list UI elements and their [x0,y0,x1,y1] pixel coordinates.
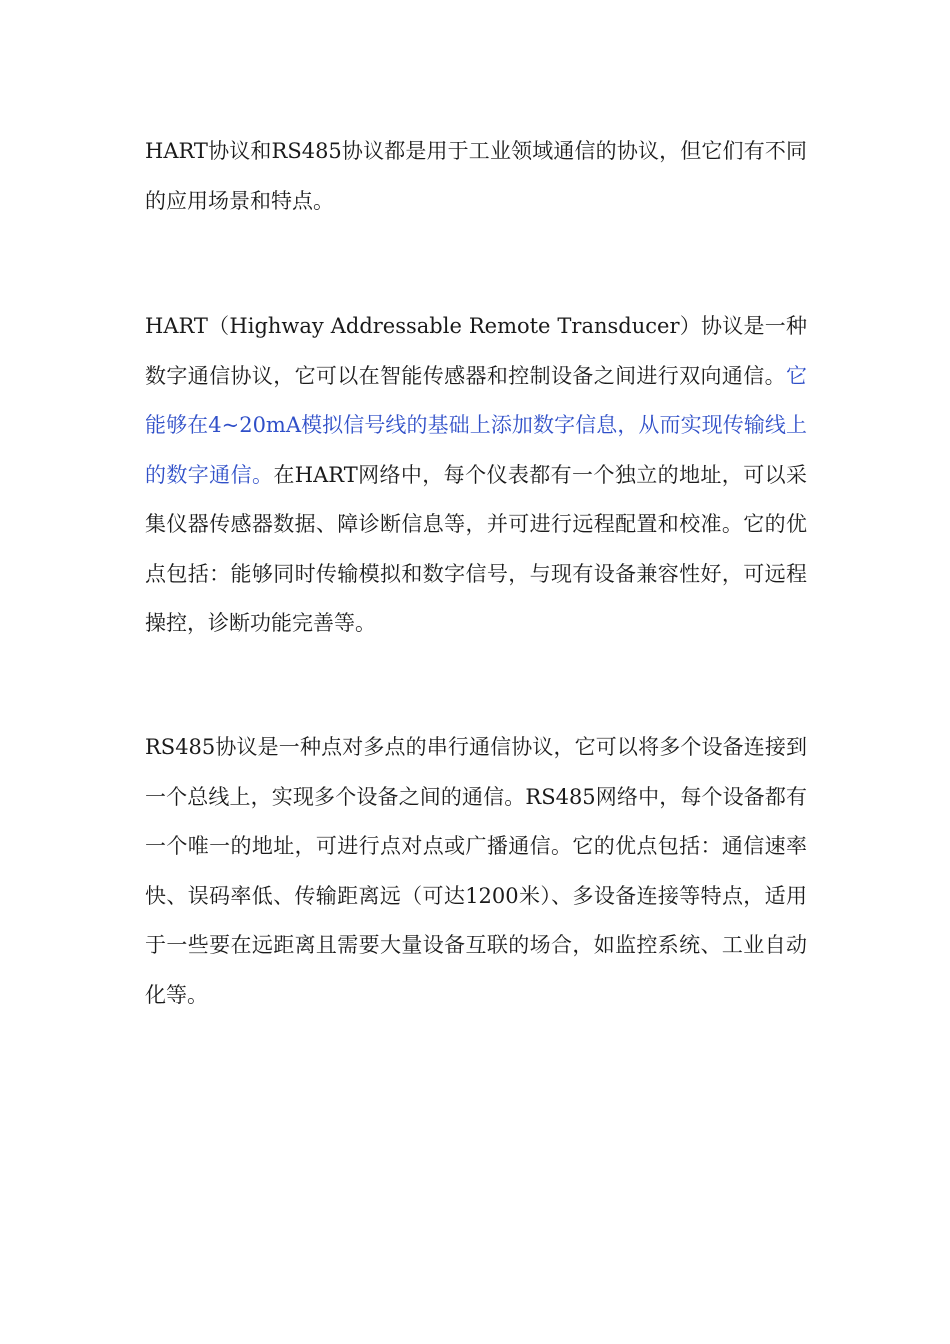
paragraph-hart [145,302,807,649]
paragraph-hart-text-before: HART（Highway Addressable Remote Transducer）协议是一种数字通信协议，它可以在智能传感器和控制设备之间进行双向通信。 [145,314,807,388]
paragraph-intro: HART协议和RS485协议都是用于工业领域通信的协议，但它们有不同的应用场景和特点。 [145,139,807,213]
paragraph-hart-text-after: 在HART网络中，每个仪表都有一个独立的地址，可以采集仪器传感器数据、障诊断信息等，并可进行远程配置和校准。它的优点包括：能够同时传输模拟和数字信号，与现有设备兼容性好，可远程操控，诊断功能完善等。 [145,462,807,635]
highlighted-text: 它能够在4~20mA模拟信号线的基础上添加数字信息，从而实现传输线上的数字通信。 [145,363,807,487]
paragraph-rs485: RS485协议是一种点对多点的串行通信协议，它可以将多个设备连接到一个总线上，实现多个设备之间的通信。RS485网络中，每个设备都有一个唯一的地址，可进行点对点或广播通信。它的优点包括：通信速率快、误码率低、传输距离远（可达1200米）、多设备连接等特点，适用于一些要在远距离且需要大量设备互联的场合，如监控系统、工业自动化等。 [145,735,807,1007]
